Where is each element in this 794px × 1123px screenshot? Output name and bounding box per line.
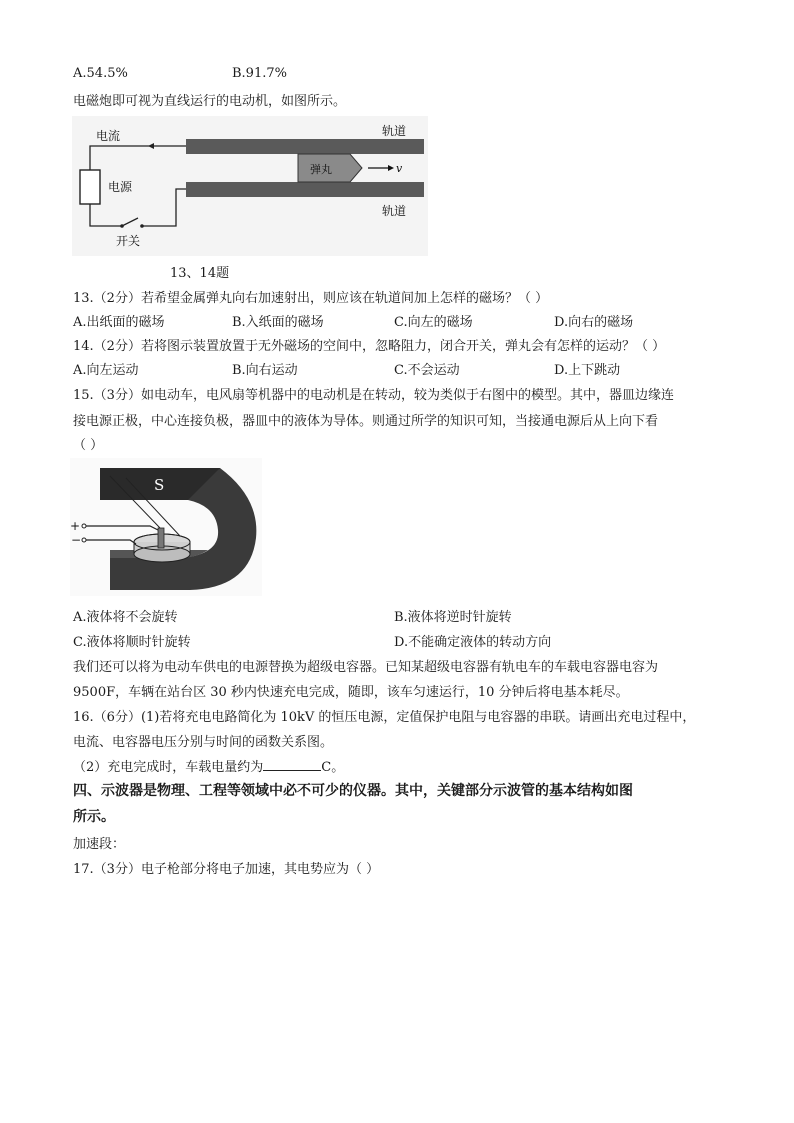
section4-heading-line1: 四、示波器是物理、工程等领域中必不可少的仪器。其中，关键部分示波管的基本结构如图	[73, 783, 633, 799]
section4-heading-line2: 所示。	[73, 809, 115, 825]
intro-railgun: 电磁炮即可视为直线运行的电动机，如图所示。	[73, 94, 347, 109]
q14-option-c: C.不会运动	[394, 363, 460, 378]
magnet-s-label: S	[154, 476, 165, 494]
power-label: 电源	[108, 180, 133, 194]
q16-line2: 电流、电容器电压分别与时间的函数关系图。	[73, 735, 334, 750]
figure-caption: 13、14题	[170, 266, 230, 281]
q14-option-b: B.向右运动	[232, 363, 298, 378]
velocity-label: v	[396, 162, 403, 175]
q15-option-d: D.不能确定液体的转动方向	[394, 635, 552, 650]
q14-option-a: A.向左运动	[73, 363, 139, 378]
rail-bottom-label: 轨道	[382, 204, 407, 218]
q13-option-d: D.向右的磁场	[554, 315, 634, 330]
negative-terminal-label: −	[71, 533, 82, 547]
q13-stem: 13.（2分）若希望金属弹丸向右加速射出，则应该在轨道间加上怎样的磁场？（ ）	[73, 291, 549, 306]
option-a-top: A.54.5%	[73, 66, 128, 81]
q15-stem-line1: 15.（3分）如电动车，电风扇等机器中的电动机是在转动，较为类似于右图中的模型。其中，器皿边缘连	[73, 388, 674, 403]
supercap-line2: 9500F，车辆在站台区 30 秒内快速充电完成，随即，该车匀速运行，10 分钟后将电基本耗尽。	[73, 685, 629, 700]
option-b-top: B.91.7%	[232, 66, 287, 81]
switch-label: 开关	[116, 234, 141, 248]
q15-stem-line3: （ ）	[73, 438, 104, 453]
q16-answer-blank[interactable]	[263, 758, 321, 771]
q15-option-b: B.液体将逆时针旋转	[394, 610, 512, 625]
supercap-line1: 我们还可以将为电动车供电的电源替换为超级电容器。已知某超级电容器有轨电车的车载电容器电容为	[73, 660, 659, 675]
projectile-label: 弹丸	[310, 163, 332, 176]
q16-unit: C。	[321, 760, 345, 775]
positive-terminal-label: +	[70, 519, 81, 533]
railgun-figure	[72, 116, 428, 256]
current-label: 电流	[96, 129, 121, 143]
accel-label: 加速段：	[73, 837, 126, 852]
rail-top-label: 轨道	[382, 124, 407, 138]
magnet-dish-figure	[70, 458, 262, 596]
q17-stem: 17.（3分）电子枪部分将电子加速，其电势应为（ ）	[73, 862, 380, 877]
q16-part2-text: （2）充电完成时，车载电量约为	[73, 760, 264, 775]
q14-stem: 14.（2分）若将图示装置放置于无外磁场的空间中，忽略阻力，闭合开关，弹丸会有怎样的运动？（ ）	[73, 339, 666, 354]
q13-option-a: A.出纸面的磁场	[73, 315, 165, 330]
q15-option-c: C.液体将顺时针旋转	[73, 635, 191, 650]
q16-line1: 16.（6分）(1)若将充电电路简化为 10kV 的恒压电源，定值保护电阻与电容器的串联。请画出充电过程中，	[73, 710, 696, 725]
rail-top	[186, 139, 424, 154]
q15-option-a: A.液体将不会旋转	[73, 610, 178, 625]
q14-option-d: D.上下跳动	[554, 363, 621, 378]
q13-option-c: C.向左的磁场	[394, 315, 473, 330]
q13-option-b: B.入纸面的磁场	[232, 315, 324, 330]
q16-line3	[73, 756, 344, 775]
power-source	[80, 170, 100, 204]
q15-stem-line2: 接电源正极，中心连接负极，器皿中的液体为导体。则通过所学的知识可知，当接通电源后从上向下看	[73, 414, 659, 429]
rail-bottom	[186, 182, 424, 197]
